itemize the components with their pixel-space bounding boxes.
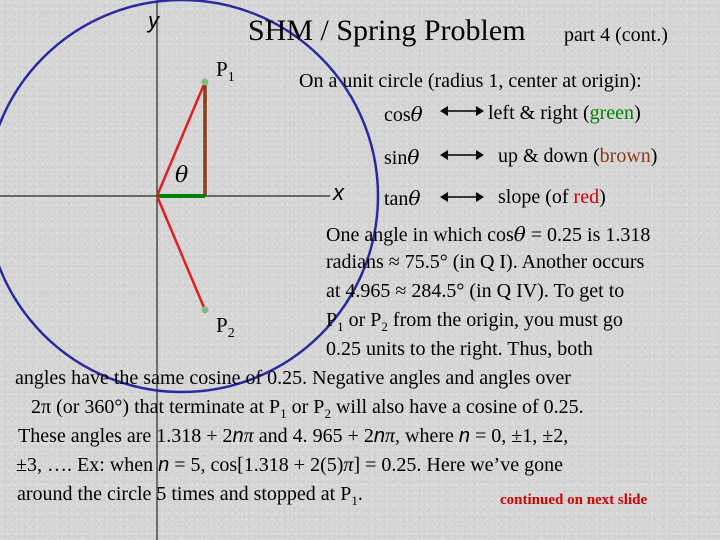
slide-title: SHM / Spring Problem [248, 14, 526, 47]
point-p2 [202, 307, 209, 314]
para-line-9: ±3, …. Ex: when n = 5, cos[1.318 + 2(5)π] = 0.25. Here we’ve gone [16, 454, 563, 476]
continued-note: continued on next slide [500, 492, 648, 508]
radius-to-p2 [157, 196, 205, 310]
point-p1 [202, 79, 209, 86]
relation-tan-desc: slope (of red) [498, 186, 606, 208]
para-line-6: angles have the same cosine of 0.25. Negative angles and angles over [15, 367, 571, 389]
slide-subtitle: part 4 (cont.) [564, 24, 668, 46]
para-line-4: $P_1$ or $P_2$ from the origin, you must go [326, 309, 623, 334]
double-arrow-icon [440, 104, 484, 118]
relation-sin: sinθ [384, 145, 420, 169]
p2-label: $P_2$ [216, 313, 235, 342]
para-line-3: at 4.965 ≈ 284.5° (in Q IV). To get to [326, 280, 625, 302]
para-line-1: One angle in which cosθ = 0.25 is 1.318 [326, 222, 651, 246]
y-axis-label: y [148, 8, 159, 33]
para-line-10: around the circle 5 times and stopped at $P_1$. [17, 483, 363, 508]
double-arrow-icon [440, 190, 484, 204]
para-line-5: 0.25 units to the right. Thus, both [326, 338, 593, 360]
para-line-8: These angles are 1.318 + 2nπ and 4. 965 + 2nπ, where n = 0, ±1, ±2, [18, 425, 569, 447]
x-axis-label: x [333, 180, 344, 205]
relation-sin-desc: up & down (brown) [498, 145, 658, 167]
p1-label: $P_1$ [216, 57, 235, 86]
para-line-2: radians ≈ 75.5° (in Q I). Another occurs [326, 251, 645, 273]
relation-cos-desc: left & right (green) [488, 102, 641, 124]
theta-label: θ [175, 163, 189, 188]
double-arrow-icon [440, 148, 484, 162]
intro-text: On a unit circle (radius 1, center at origin): [299, 70, 642, 92]
relation-tan: tanθ [384, 186, 421, 210]
para-line-7: 2π (or 360°) that terminate at $P_1$ or $P_2$ will also have a cosine of 0.25. [31, 396, 584, 421]
relation-cos: cosθ [384, 102, 423, 126]
